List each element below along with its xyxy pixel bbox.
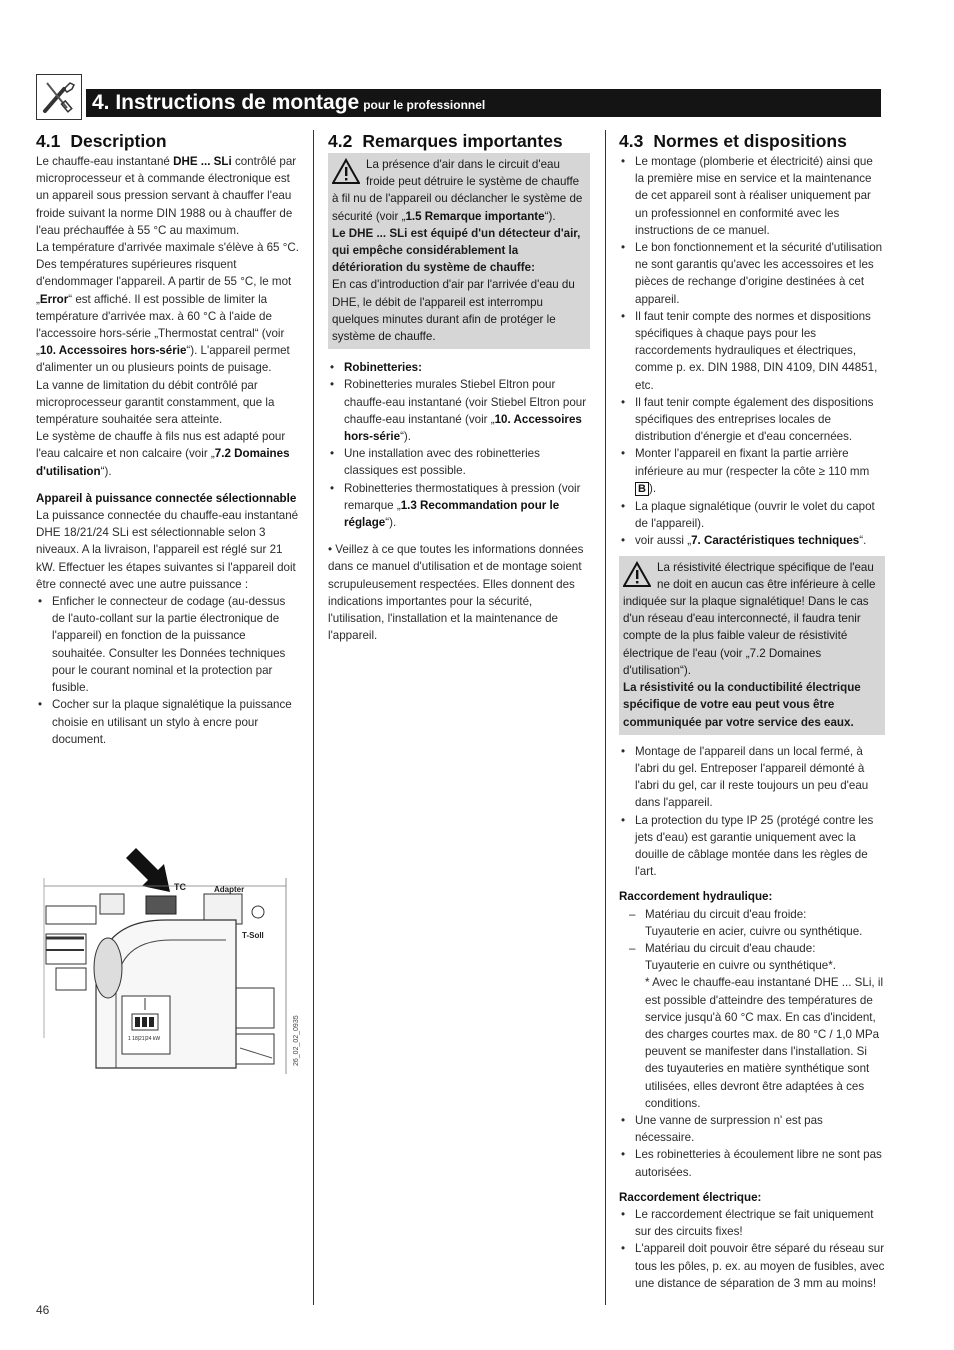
section-title: 4. Instructions de montage xyxy=(92,91,360,114)
list-item: • voir aussi „7. Caractéristiques techniques“. xyxy=(619,532,885,549)
label-tsoll: T-Soll xyxy=(242,931,264,940)
list-item: • Robinetteries: xyxy=(328,359,590,376)
warning-text-bold: La résistivité ou la conductibilité électrique spécifique de votre eau peut vous être communiquée par votre service des eaux. xyxy=(623,681,861,729)
paragraph: • Veillez à ce que toutes les informations données dans ce manuel d'utilisation et de montage soient scrupuleusement respectées. Elles donnent des indications importantes pour la sécurité, l'utilisation, l'installation et la maintenance de l'appareil. xyxy=(328,543,584,643)
warning-text: La présence d'air dans le circuit d'eau froide peut détruire le système de chauffe à fil nu de l'appareil ou déclancher le système de sécurité (voir „1.5 Remarque importante“). xyxy=(332,158,583,223)
column-divider-1 xyxy=(313,130,314,1305)
subheading-electrical: Raccordement électrique: xyxy=(619,1190,762,1204)
list-item: • Il faut tenir compte également des dispositions spécifiques des entreprises locales de distribution d'énergie et d'eau concernées. xyxy=(619,394,885,446)
bullet-list xyxy=(619,153,885,550)
heading-standards: 4.3 Normes et dispositions xyxy=(619,131,847,151)
dash-list xyxy=(619,940,885,957)
footnote: * Avec le chauffe-eau instantané DHE ... SLi, il est possible d'atteindre des températures de service jusqu'à 60 °C max. En cas d'incident, des charges courtes max. de 80 °C / 1,0 MPa peuvent se manifester dans l'installation. Si des tuyauteries en matière synthétique sont utilisées, elles devront être adaptées à ces conditions. xyxy=(645,976,884,1110)
list-item: • La protection du type IP 25 (protégé contre les jets d'eau) est garantie uniquement avec la douille de câblage montée dans les règles de l'art. xyxy=(619,812,885,881)
list-item: • Robinetteries thermostatiques à pression (voir remarque „1.3 Recommandation pour le réglage“). xyxy=(328,480,590,532)
list-item: • Une installation avec des robinetteries classiques est possible. xyxy=(328,445,590,479)
list-item: • Cocher sur la plaque signalétique la puissance choisie en utilisant un stylo à encre pour document. xyxy=(36,696,300,748)
list-item: • Monter l'appareil en fixant la partie arrière inférieure au mur (respecter la côte ≥ 110 mm B ). xyxy=(619,445,885,498)
paragraph: Le système de chauffe à fils nus est adapté pour l'eau calcaire et non calcaire (voir „7.2 Domaines d'utilisation“). xyxy=(36,430,290,478)
list-item: • Le raccordement électrique se fait uniquement sur des circuits fixes! xyxy=(619,1206,885,1240)
column-divider-2 xyxy=(605,130,606,1305)
warning-box xyxy=(619,556,885,735)
warning-triangle-icon xyxy=(623,561,651,587)
dimension-b-badge: B xyxy=(635,482,649,496)
label-tc: TC xyxy=(174,882,186,892)
dash-list xyxy=(619,906,885,923)
column-description xyxy=(36,130,300,748)
warning-text-bold: Le DHE ... SLi est équipé d'un détecteur d'air, qui empêche considérablement la détérioration du système de chauffe: xyxy=(332,226,581,275)
list-item: • Il faut tenir compte des normes et dispositions spécifiques à chaque pays pour les raccordements hydrauliques et électriques, comme p. ex. DIN 1988, DIN 4109, DIN 44851, etc. xyxy=(619,308,885,394)
bullet-list xyxy=(619,1112,885,1181)
label-code: 1 18|21|24 kW xyxy=(128,1036,161,1042)
bullet-list xyxy=(36,593,300,748)
heading-description: 4.1 Description xyxy=(36,131,167,151)
paragraph: La température d'arrivée maximale s'élève à 65 °C. Des températures supérieures risquent d'endommager l'appareil. A partir de 55 °C, le mot „Error“ est affiché. Il est possible de limiter la température d'arrivée max. à 60 °C à l'aide de l'accessoire hors-série „Thermostat central“ (voir „10. Accessoires hors-série“). L'appareil permet d'alimenter un ou plusieurs points de puisage. xyxy=(36,241,299,375)
bullet-list xyxy=(619,1206,885,1292)
label-figure-ref: 26_02_02_0935 xyxy=(293,1015,300,1066)
device-illustration xyxy=(36,838,300,1078)
warning-text: En cas d'introduction d'air par l'arrivée d'eau du DHE, le débit de l'appareil est interrompu quelques minutes durant afin de protéger le système de chauffe. xyxy=(332,278,575,344)
paragraph: Le chauffe-eau instantané DHE ... SLi contrôlé par microprocesseur et à commande électronique est un appareil sous pression servant à chauffer l'eau froide suivant la norme DIN 1988 ou à chauffer de l'eau préchauffée à 55 °C au maximum. xyxy=(36,155,297,237)
list-item: – Matériau du circuit d'eau froide: xyxy=(619,906,885,923)
list-item: – Matériau du circuit d'eau chaude: xyxy=(619,940,885,957)
list-item: • Montage de l'appareil dans un local fermé, à l'abri du gel. Entreposer l'appareil démonté à l'abri du gel, car il reste toujours un peu d'eau dans l'appareil. xyxy=(619,743,885,812)
bullet-list xyxy=(619,743,885,881)
bullet-list xyxy=(328,359,590,531)
list-item: • Les robinetteries à écoulement libre ne sont pas autorisées. xyxy=(619,1146,885,1180)
column-important-notes xyxy=(328,130,590,644)
label-adapter: Adapter xyxy=(214,885,245,894)
list-item: • Le bon fonctionnement et la sécurité d'utilisation ne sont garantis qu'avec les accessoires et les pièces de rechange d'origine destinées à cet appareil. xyxy=(619,239,885,308)
paragraph: Tuyauterie en acier, cuivre ou synthétique. xyxy=(645,924,863,938)
arrow-icon xyxy=(126,848,170,892)
section-subtitle: pour le professionnel xyxy=(363,98,486,112)
warning-box xyxy=(328,153,590,349)
wrench-screwdriver-icon xyxy=(36,74,82,120)
list-item: • La plaque signalétique (ouvrir le volet du capot de l'appareil). xyxy=(619,498,885,532)
paragraph: Tuyauterie en cuivre ou synthétique*. xyxy=(645,959,836,973)
subheading-hydraulic: Raccordement hydraulique: xyxy=(619,890,773,904)
list-item: • Le montage (plomberie et électricité) ainsi que la première mise en service et la maintenance de cet appareil sont à réaliser uniquement par un professionnel en conformité avec les instructions de ce manuel. xyxy=(619,153,885,239)
list-item: • Enficher le connecteur de codage (au-dessus de l'auto-collant sur la partie électronique de l'appareil) en fonction de la puissance souhaitée. Consulter les Données techniques pour le courant nominal et la protection par fusible. xyxy=(36,593,300,696)
heading-important-notes: 4.2 Remarques importantes xyxy=(328,131,563,151)
warning-text: La résistivité électrique spécifique de l'eau ne doit en aucun cas être inférieure à celle indiquée sur la plaque signalétique! Dans le cas d'un réseau d'eau interconnecté, il faudra tenir compte de la plus faible valeur de résistivité électrique de l'eau (voir „7.2 Domaines d'utilisation“). xyxy=(623,560,876,677)
warning-triangle-icon xyxy=(332,158,360,184)
list-item: • Robinetteries murales Stiebel Eltron pour chauffe-eau instantané (voir Stiebel Eltron pour chauffe-eau instantané (voir „10. Accessoires hors-série“). xyxy=(328,376,590,445)
list-item: • Une vanne de surpression n' est pas nécessaire. xyxy=(619,1112,885,1146)
paragraph: La vanne de limitation du débit contrôlé par microprocesseur garantit constamment, que la température souhaitée sera atteinte. xyxy=(36,378,275,427)
section-header-bar xyxy=(86,89,881,117)
paragraph: La puissance connectée du chauffe-eau instantané DHE 18/21/24 SLi est sélectionnable selon 3 niveaux. A la livraison, l'appareil est réglé sur 21 kW. Effectuer les étapes suivantes si l'appareil doit être connecté avec une autre puissance : xyxy=(36,509,299,591)
list-item: • L'appareil doit pouvoir être séparé du réseau sur tous les pôles, p. ex. au moyen de fusibles, avec une distance de séparation de 3 mm au moins! xyxy=(619,1240,885,1292)
column-standards xyxy=(619,130,885,1292)
subheading-power: Appareil à puissance connectée sélectionnable xyxy=(36,491,297,505)
page-number: 46 xyxy=(36,1303,50,1317)
